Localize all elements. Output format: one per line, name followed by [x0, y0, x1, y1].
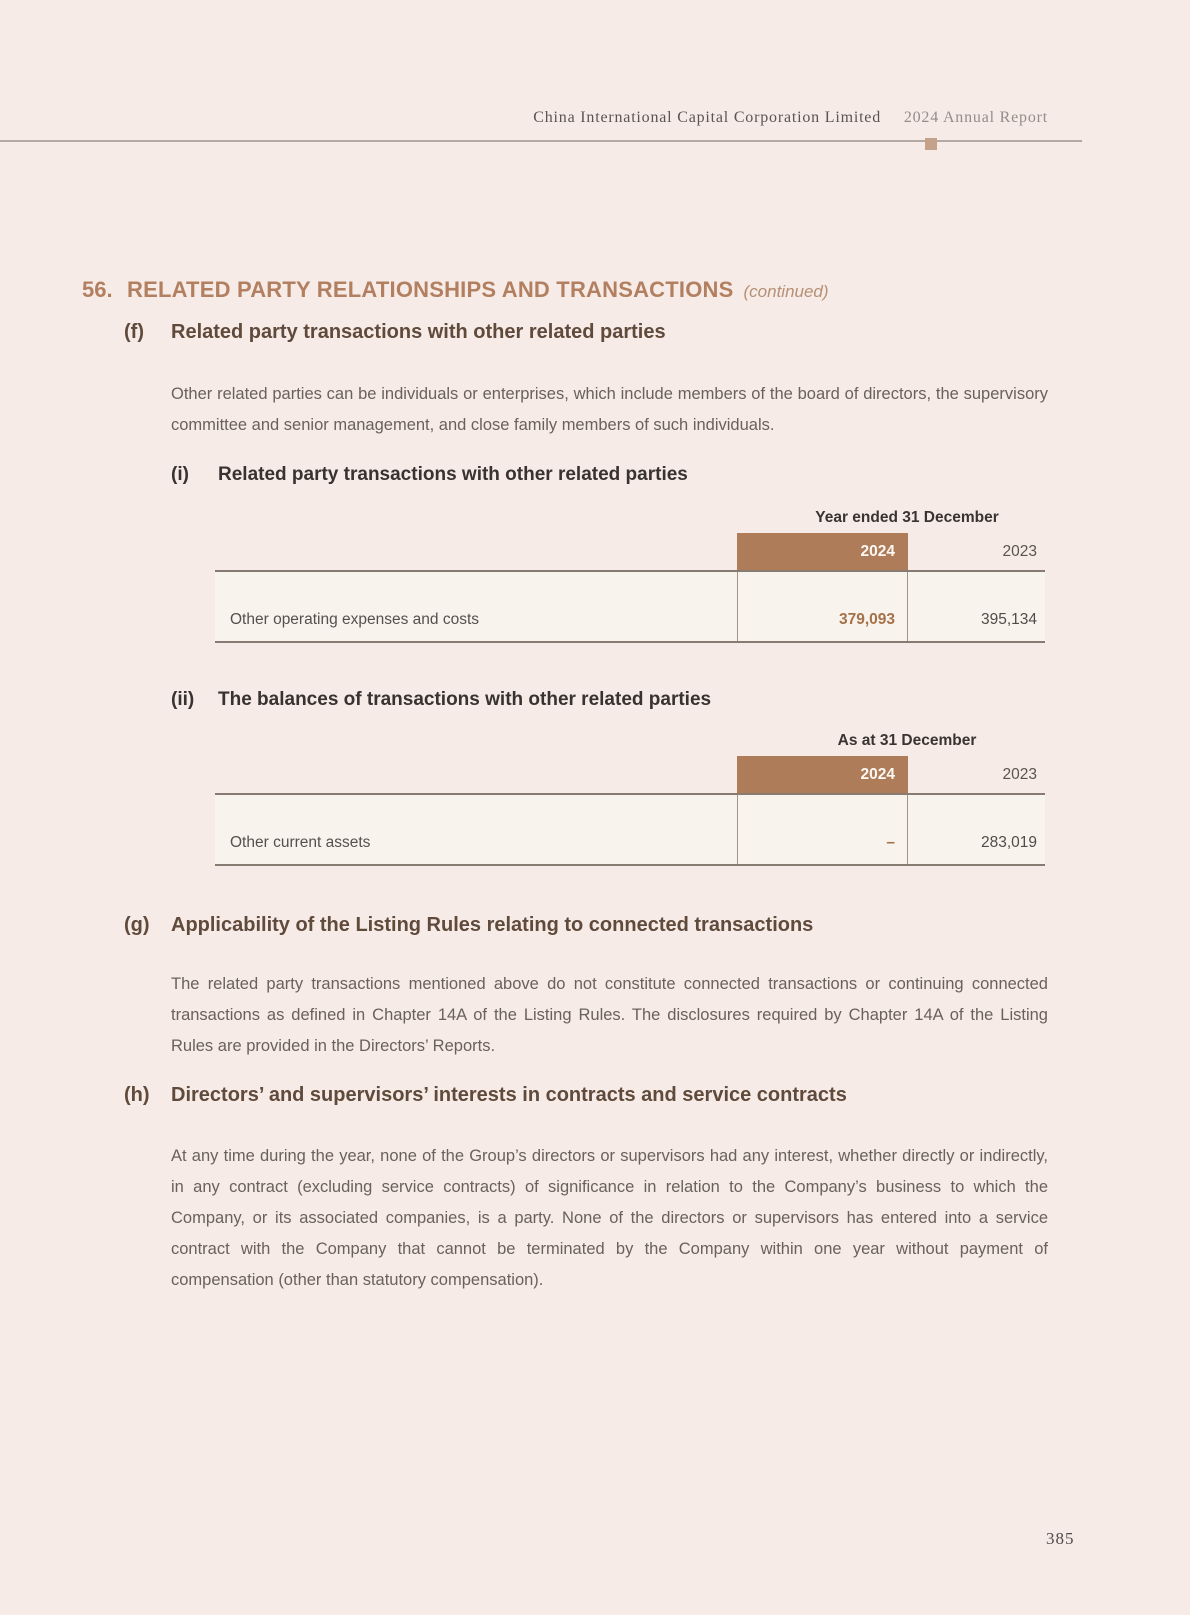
subsection-g-title: Applicability of the Listing Rules relating to connected transactions [171, 914, 814, 936]
subsection-ii-heading [171, 689, 711, 711]
subsection-ii-title: The balances of transactions with other related parties [218, 689, 712, 710]
table1-row-label: Other operating expenses and costs [230, 611, 480, 628]
section-heading [82, 277, 829, 303]
subsection-g-heading [124, 914, 813, 937]
table2-row-value-2024: – [737, 795, 908, 864]
subsection-i-title: Related party transactions with other related parties [218, 464, 688, 485]
table1-col-2024-header: 2024 [737, 533, 908, 570]
table-row [215, 793, 1045, 866]
running-header [533, 109, 1048, 127]
table1-superheading: Year ended 31 December [815, 509, 999, 526]
table-row [215, 570, 1045, 643]
company-name: China International Capital Corporation Limited [533, 109, 882, 126]
table1-row-value-2023: 395,134 [980, 611, 1037, 628]
subsection-g-label: (g) [124, 914, 150, 936]
table2-superheading: As at 31 December [837, 732, 977, 749]
report-title: 2024 Annual Report [903, 109, 1048, 126]
table2-row-label: Other current assets [230, 834, 371, 851]
subsection-f-body: Other related parties can be individuals or enterprises, which include members of the board of directors, the supervisory committee and senior management, and close family members of such individuals. [171, 384, 1048, 434]
subsection-g-body: The related party transactions mentioned above do not constitute connected transactions or continuing connected transactions as defined in Chapter 14A of the Listing Rules. The disclosures required by Chapter 14A of the Listing Rules are provided in the Directors’ Reports. [171, 974, 1048, 1055]
table1-row-value-2024: 379,093 [737, 572, 908, 641]
subsection-f-label: (f) [124, 321, 144, 343]
page-number: 385 [1046, 1529, 1075, 1548]
table2-col-2024-header: 2024 [737, 756, 908, 793]
subsection-i-heading [171, 464, 688, 486]
section-continued-note: (continued) [743, 282, 829, 301]
header-rule [0, 140, 1082, 142]
subsection-f-title: Related party transactions with other related parties [171, 321, 666, 343]
section-title: RELATED PARTY RELATIONSHIPS AND TRANSACTIONS [127, 277, 734, 302]
header-accent-square [925, 138, 937, 150]
table2-header-row [215, 756, 1045, 793]
table2-row-value-2023: 283,019 [980, 834, 1037, 851]
table2-col-2023-header: 2023 [1002, 765, 1037, 783]
table-as-at-31-december [215, 732, 1045, 866]
subsection-i-label: (i) [171, 464, 189, 485]
subsection-h-label: (h) [124, 1084, 150, 1106]
table1-col-2023-header: 2023 [1002, 542, 1037, 560]
subsection-f-heading [124, 321, 666, 344]
table1-header-row [215, 533, 1045, 570]
section-number: 56. [82, 277, 113, 302]
subsection-h-heading [124, 1084, 847, 1107]
table-year-ended-31-december [215, 509, 1045, 643]
subsection-h-title: Directors’ and supervisors’ interests in contracts and service contracts [171, 1084, 847, 1106]
subsection-ii-label: (ii) [171, 689, 195, 710]
subsection-h-body: At any time during the year, none of the Group’s directors or supervisors had any interest, whether directly or indirectly, in any contract (excluding service contracts) of significance in relation to the Company’s business to which the Company, or its associated companies, is a party. None of the directors or supervisors has entered into a service contract with the Company that cannot be terminated by the Company within one year without payment of compensation (other than statutory compensation). [171, 1146, 1048, 1289]
